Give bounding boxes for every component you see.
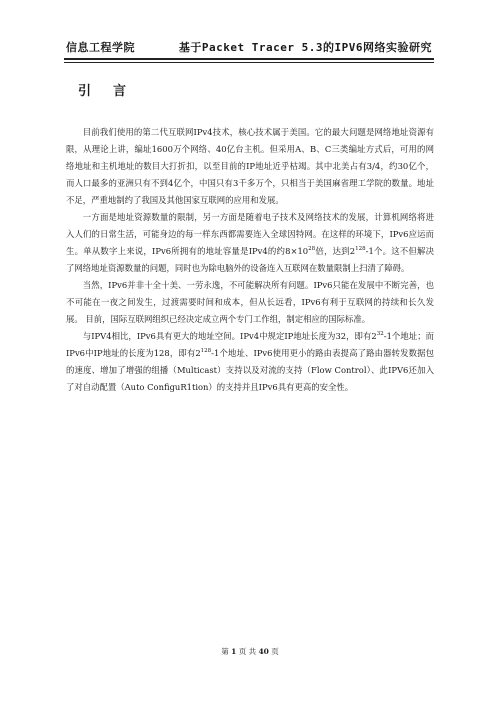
exponent: 128	[355, 246, 366, 253]
paragraph-3: 当然，IPv6并非十全十美、一劳永逸，不可能解决所有问题。IPv6只能在发展中不断完善，也不可能在一夜之间发生，过渡需要时间和成本，但从长远看，IPv6有利于互联网的持续和长久发展。 目前，国际互联网组织已经决定成立两个专门工作组，制定相应的国际标准。	[66, 280, 434, 324]
footer-prefix: 第	[221, 647, 229, 656]
total-pages: 40	[258, 647, 269, 656]
footer-mid: 页 共	[238, 647, 257, 656]
paragraph-1: 目前我们使用的第二代互联网IPv4技术，核心技术属于美国。它的最大问题是网络地址资源有限，从理论上讲，编址1600万个网络、40亿台主机。但采用A、B、C三类编址方式后，可用的网络地址和主机地址的数目大打折扣，以至目前的IP地址近乎枯竭。其中北美占有3/4，约30亿个，而人口最多的亚洲只有不到4亿个，中国只有3千多万个，只相当于美国麻省理工学院的数量。地址不足，严重地制约了我国及其他国家互联网的应用和发展。	[66, 127, 434, 205]
running-header	[66, 37, 432, 55]
paragraph-2-part-c: -1个。这不但解决了网络地址资源数量的问题，同时也为除电脑外的设备连入互联网在数量限制上扫清了障碍。	[66, 246, 434, 273]
page-footer	[0, 646, 500, 657]
header-institution: 信息工程学院	[66, 41, 135, 54]
section-title: 引言	[78, 84, 149, 99]
paragraph-2	[66, 209, 434, 277]
exponent: 28	[308, 246, 316, 253]
header-rule	[64, 58, 434, 63]
paragraph-2-part-a: 一方面是地址资源数量的限制，另一方面是随着电子技术及网络技术的发展，计算机网络将进入人们的日常生活，可能身边的每一样东西都需要连入全球因特网。在这样的环境下，IPv6应运而生。单从数字上来说，IPv6所拥有的地址容量是IPv4的约8×10	[66, 212, 434, 256]
body-text	[66, 124, 434, 396]
paragraph-4-part-a: 与IPV4相比，IPv6具有更大的地址空间。IPv4中规定IP地址长度为32，即有2	[82, 331, 377, 341]
page-number: 1	[231, 647, 237, 656]
paragraph-4-part-c: -1个地址、IPv6使用更小的路由表提高了路由器转发数据包的速度、增加了增强的组播（Multicast）支持以及对流的支持（Flow Control）、此IPV6还加入了对自动配置（Auto ConfiguR1tion）的支持并且IPv6具有更高的安全性。	[66, 348, 434, 392]
exponent: 128	[200, 348, 212, 355]
footer-suffix: 页	[271, 647, 279, 656]
paragraph-2-part-b: 倍，达到2	[315, 246, 356, 256]
header-thesis-title: 基于Packet Tracer 5.3的IPV6网络实验研究	[178, 41, 432, 54]
paragraph-4	[66, 328, 434, 396]
paragraph-4-part-b: -1个地址；而IPv6中IP地址的长度为128，即有2	[66, 331, 434, 358]
exponent: 32	[376, 331, 384, 338]
